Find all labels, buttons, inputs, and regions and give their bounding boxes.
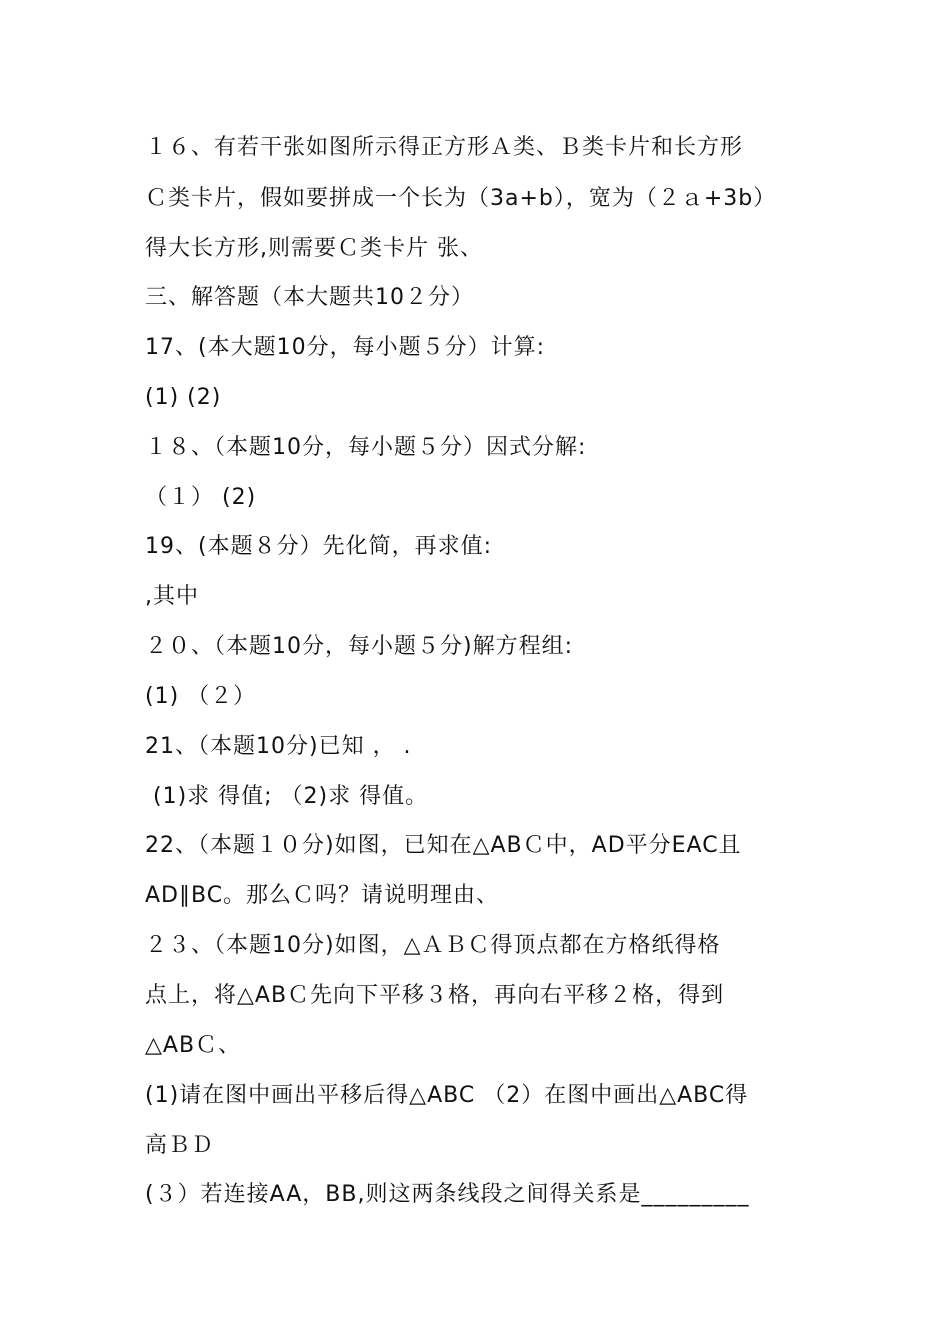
q17-parts: (1) (2) bbox=[145, 385, 222, 410]
q16-line-1: １６、有若干张如图所示得正方形Ａ类、Ｂ类卡片和长方形 bbox=[145, 135, 744, 160]
q23-line-1: ２３、（本题10分)如图，△ＡＢＣ得顶点都在方格纸得格 bbox=[145, 933, 721, 958]
q23-line-2: 点上，将△ABＣ先向下平移３格，再向右平移２格，得到 bbox=[145, 983, 725, 1008]
q23-line-3: △ABＣ、 bbox=[145, 1033, 242, 1058]
q18-heading: １８、（本题10分，每小题５分）因式分解: bbox=[145, 435, 587, 460]
q22-line-2: AD∥BC。那么Ｃ吗？请说明理由、 bbox=[145, 883, 500, 908]
q21-heading: 21、（本题10分)已知 ， . bbox=[145, 734, 412, 759]
q23-part-2-cont: 高ＢＤ bbox=[145, 1133, 215, 1158]
q17-heading: 17、(本大题10分，每小题５分）计算: bbox=[145, 335, 545, 360]
q23-part-1-2: (1)请在图中画出平移后得△ABC （2）在图中画出△ABC得 bbox=[145, 1083, 749, 1108]
q20-heading: ２０、（本题10分，每小题５分)解方程组: bbox=[145, 634, 573, 659]
q16-line-2: Ｃ类卡片，假如要拼成一个长为（3a+b），宽为（２ａ+3b） bbox=[145, 186, 777, 211]
q21-parts: (1)求 得值; （2)求 得值。 bbox=[145, 784, 429, 809]
q18-parts: （１） (2) bbox=[145, 485, 257, 510]
q23-part-3: (３）若连接AA，BB,则这两条线段之间得关系是_________ bbox=[145, 1182, 750, 1207]
q20-parts: (1) （２） bbox=[145, 684, 257, 709]
q19-heading: 19、(本题８分）先化简，再求值: bbox=[145, 534, 492, 559]
q22-line-1: 22、（本题１０分)如图，已知在△ABＣ中，AD平分EAC且 bbox=[145, 833, 742, 858]
section-three-heading: 三、解答题（本大题共10２分） bbox=[145, 285, 474, 310]
q16-line-3: 得大长方形,则需要Ｃ类卡片 张、 bbox=[145, 236, 483, 261]
q19-condition: ,其中 bbox=[145, 584, 199, 609]
